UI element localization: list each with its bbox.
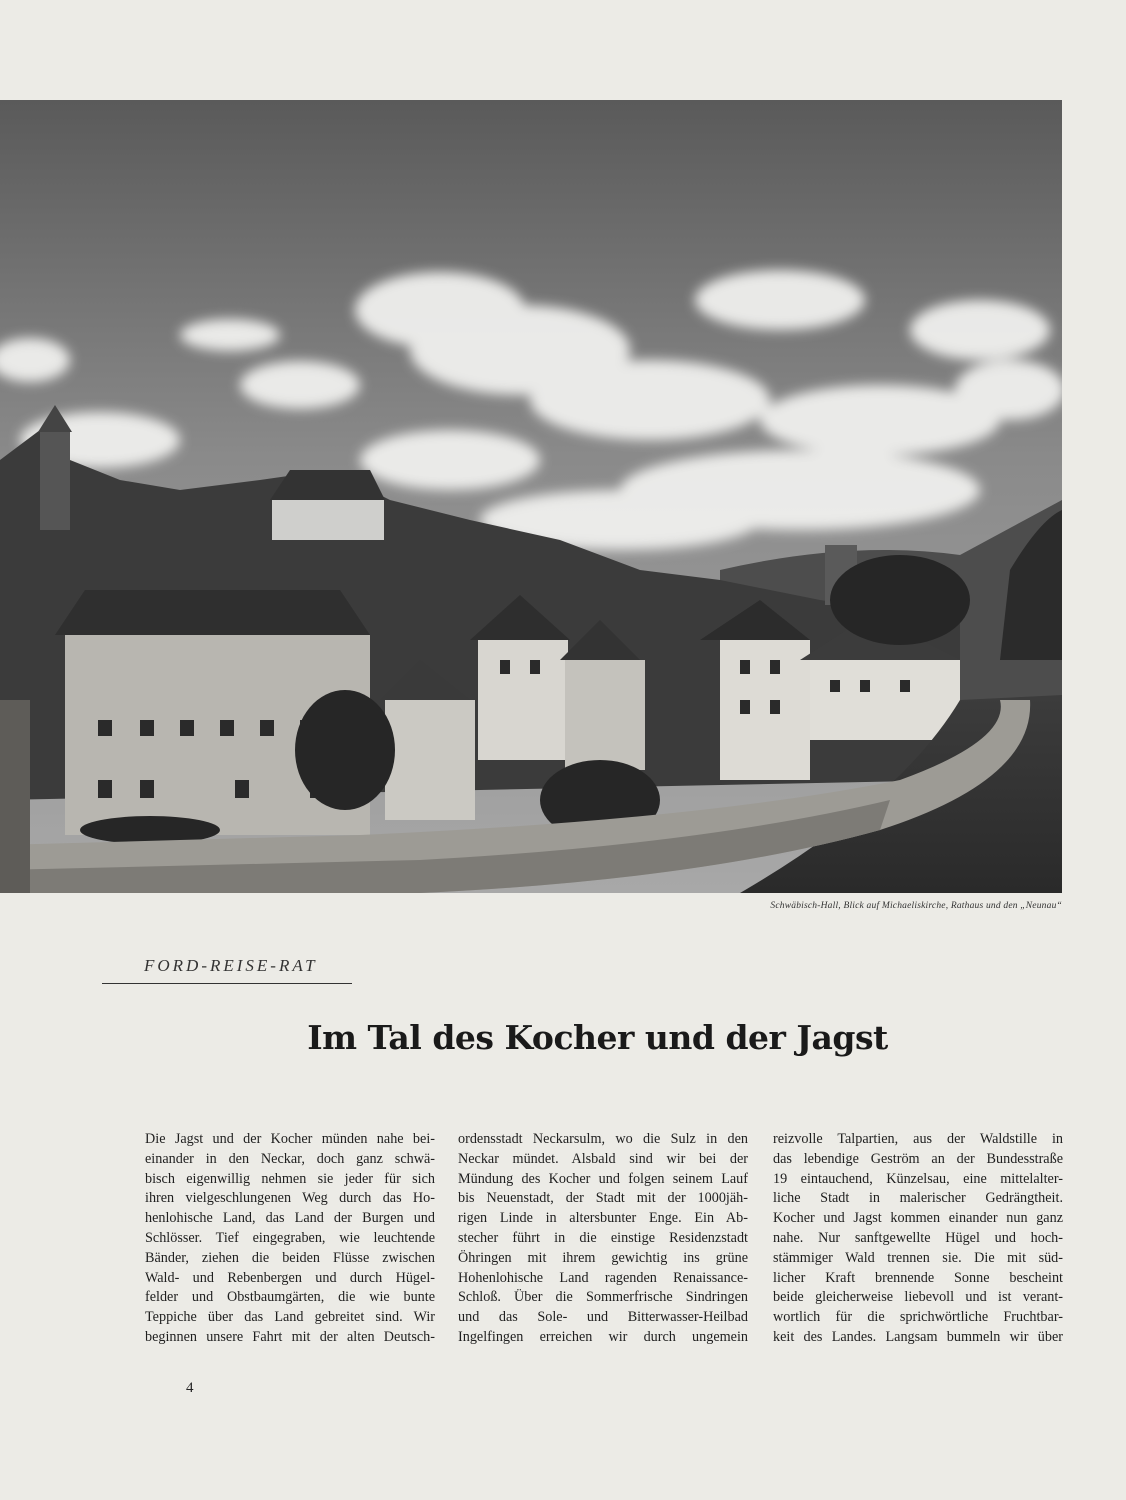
text-line: keit des Landes. Langsam bummeln wir über [773,1328,1063,1345]
text-line: licher Kraft brennende Sonne bescheint [773,1269,1063,1286]
text-line: ordensstadt Neckarsulm, wo die Sulz in den [458,1131,748,1147]
text-line: bis Neuenstadt, der Stadt mit der 1000jäh- [458,1190,748,1207]
photo-caption: Schwäbisch-Hall, Blick auf Michaeliskirche, Rathaus und den „Neunau“ [770,901,1062,911]
text-line: beide gleicherweise liebevoll und ist verant- [773,1289,1063,1306]
text-line: reizvolle Talpartien, aus der Waldstille in [773,1131,1063,1147]
article-title: Im Tal des Kocher und der Jagst [307,1018,888,1057]
text-line: henlohische Land, das Land der Burgen und [145,1210,435,1227]
text-line: nahe. Nur sanftgewellte Hügel und hoch- [773,1229,1063,1246]
text-column-3 [773,1130,1063,1348]
text-line: wortlich für die sprichwörtliche Fruchtbar- [773,1309,1063,1326]
text-line: Schloß. Über die Sommerfrische Sindringen [458,1289,748,1306]
section-kicker: FORD-REISE-RAT [102,956,352,984]
town-photograph [0,100,1062,893]
text-line: Ingelfingen erreichen wir durch ungemein [458,1328,748,1345]
text-line: ihren vielgeschlungenen Weg durch das Ho- [145,1190,435,1207]
text-line: Öhringen mit ihrem gewichtig ins grüne [458,1249,748,1266]
text-line: felder und Obstbaumgärten, die wie bunte [145,1289,435,1306]
text-line: rigen Linde in altersbunter Enge. Ein Ab- [458,1210,748,1227]
text-line: Die Jagst und der Kocher münden nahe bei- [145,1131,435,1147]
text-line: 19 eintauchend, Künzelsau, eine mittelalter- [773,1170,1063,1187]
text-line: stämmiger Wald trennen sie. Die mit süd- [773,1249,1063,1266]
river-town-photo-illustration [0,100,1062,893]
text-line: Teppiche über das Land gebreitet sind. Wir [145,1309,435,1326]
text-line: bisch eigenwillig nehmen sie jeder für sich [145,1170,435,1187]
text-column-2 [458,1130,748,1348]
text-line: Neckar mündet. Alsbald sind wir bei der [458,1150,748,1167]
text-line: Schlösser. Tief eingegraben, wie leuchtende [145,1229,435,1246]
text-column-1 [145,1130,435,1348]
text-line: Mündung des Kocher und folgen seinem Lauf [458,1170,748,1187]
text-line: liche Stadt in malerischer Gedrängtheit. [773,1190,1063,1207]
text-line: das lebendige Geström an der Bundesstraße [773,1150,1063,1167]
text-line: Hohenlohische Land ragenden Renaissance- [458,1269,748,1286]
text-line: stecher führt in die einstige Residenzstadt [458,1229,748,1246]
text-line: und das Sole- und Bitterwasser-Heilbad [458,1309,748,1326]
article-body [145,1130,1065,1350]
text-line: Bänder, ziehen die beiden Flüsse zwischen [145,1249,435,1266]
text-line: Wald- und Rebenbergen und durch Hügel- [145,1269,435,1286]
text-line: beginnen unsere Fahrt mit der alten Deutsch- [145,1328,435,1345]
text-line: einander in den Neckar, doch ganz schwä- [145,1150,435,1167]
page-number: 4 [186,1380,194,1396]
text-line: Kocher und Jagst kommen einander nun ganz [773,1210,1063,1227]
